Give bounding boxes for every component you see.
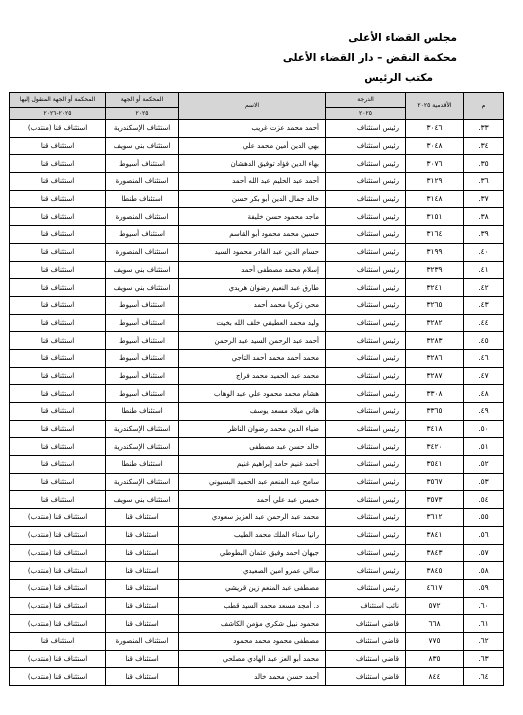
- col-header-seq: م: [464, 93, 504, 120]
- cell-seq: ٤٩.: [464, 403, 504, 421]
- cell-transfer: استئناف قنا: [10, 137, 106, 155]
- table-row: [10, 137, 504, 155]
- table-row: [10, 597, 504, 615]
- cell-transfer: استئناف قنا: [10, 243, 106, 261]
- cell-seniority: ٣٢٨٢: [406, 314, 464, 332]
- cell-seniority: ٣٣٠٨: [406, 385, 464, 403]
- cell-grade: رئيس استئناف: [326, 438, 406, 456]
- cell-seniority: ٣١٢٩: [406, 173, 464, 191]
- cell-name: هاني ميلاد مسعد يوسف: [179, 403, 326, 421]
- cell-seq: ٤٦.: [464, 349, 504, 367]
- cell-seniority: ٣١٩٩: [406, 243, 464, 261]
- cell-court: استئناف بني سويف: [106, 491, 179, 509]
- cell-name: خميس عبد علي أحمد: [179, 491, 326, 509]
- cell-name: جيهان احمد وفيق عثمان البطوطي: [179, 544, 326, 562]
- table-row: [10, 190, 504, 208]
- cell-seniority: ٣٨٤٥: [406, 562, 464, 580]
- cell-grade: رئيس استئناف: [326, 208, 406, 226]
- cell-grade: رئيس استئناف: [326, 261, 406, 279]
- cell-seq: ٥٨.: [464, 562, 504, 580]
- cell-transfer: استئناف قنا (منتدب): [10, 668, 106, 686]
- cell-grade: رئيس استئناف: [326, 456, 406, 474]
- cell-transfer: استئناف قنا (منتدب): [10, 650, 106, 668]
- table-row: [10, 332, 504, 350]
- cell-seq: ٥٥.: [464, 509, 504, 527]
- cell-name: سالي عمرو امين الصعيدي: [179, 562, 326, 580]
- cell-court: استئناف طنطا: [106, 403, 179, 421]
- cell-name: مصطفى محمود محمد محمود: [179, 632, 326, 650]
- cell-court: استئناف المنصورة: [106, 173, 179, 191]
- cell-transfer: استئناف قنا (منتدب): [10, 509, 106, 527]
- cell-seniority: ٣١٦٤: [406, 226, 464, 244]
- cell-court: استئناف قنا: [106, 668, 179, 686]
- cell-grade: رئيس استئناف: [326, 420, 406, 438]
- cell-seq: ٦٢.: [464, 632, 504, 650]
- cell-grade: رئيس استئناف: [326, 491, 406, 509]
- cell-grade: رئيس استئناف: [326, 473, 406, 491]
- col-header-court-year: ٢٠٢٥: [106, 108, 179, 120]
- cell-court: استئناف قنا: [106, 526, 179, 544]
- cell-court: استئناف الإسكندرية: [106, 120, 179, 138]
- cell-transfer: استئناف قنا: [10, 314, 106, 332]
- cell-transfer: استئناف قنا: [10, 296, 106, 314]
- cell-name: أحمد عبد الرحمن السيد عبد الرحمن: [179, 332, 326, 350]
- cell-grade: قاضي استئناف: [326, 615, 406, 633]
- cell-transfer: استئناف قنا: [10, 190, 106, 208]
- cell-seq: ٥٤.: [464, 491, 504, 509]
- cell-name: إسلام محمد مصطفى أحمد: [179, 261, 326, 279]
- cell-transfer: استئناف قنا: [10, 456, 106, 474]
- office-title: مكتب الرئيس: [364, 72, 433, 84]
- cell-seniority: ٣٢٨٧: [406, 367, 464, 385]
- table-row: [10, 261, 504, 279]
- cell-seq: ٥١.: [464, 438, 504, 456]
- cell-name: خالد حسن عبد مصطفى: [179, 438, 326, 456]
- table-row: [10, 509, 504, 527]
- cell-seq: ٤٨.: [464, 385, 504, 403]
- table-row: [10, 420, 504, 438]
- table-row: [10, 668, 504, 686]
- cell-seq: ٥٣.: [464, 473, 504, 491]
- cell-transfer: استئناف قنا: [10, 632, 106, 650]
- cell-seq: ٤٧.: [464, 367, 504, 385]
- cell-seniority: ٣٠٤٨: [406, 137, 464, 155]
- table-row: [10, 438, 504, 456]
- cell-court: استئناف قنا: [106, 579, 179, 597]
- cell-court: استئناف أسيوط: [106, 349, 179, 367]
- cell-name: أحمد حسن محمد خالد: [179, 668, 326, 686]
- cell-court: استئناف أسيوط: [106, 226, 179, 244]
- cell-seq: ٥٧.: [464, 544, 504, 562]
- cell-seniority: ٣٢٦٥: [406, 296, 464, 314]
- cell-seniority: ٣٥٦٧: [406, 473, 464, 491]
- cell-court: استئناف قنا: [106, 509, 179, 527]
- cell-court: استئناف قنا: [106, 597, 179, 615]
- cell-transfer: استئناف قنا (منتدب): [10, 579, 106, 597]
- cell-seniority: ٣٥٧٣: [406, 491, 464, 509]
- cell-seq: ٦٣.: [464, 650, 504, 668]
- cell-grade: رئيس استئناف: [326, 314, 406, 332]
- cell-grade: قاضي استئناف: [326, 632, 406, 650]
- cell-grade: قاضي استئناف: [326, 668, 406, 686]
- cell-seniority: ٣٨٤١: [406, 526, 464, 544]
- cell-name: د. أمجد مسعد محمد السيد قطب: [179, 597, 326, 615]
- table-row: [10, 615, 504, 633]
- cell-court: استئناف قنا: [106, 650, 179, 668]
- table-row: [10, 367, 504, 385]
- cell-grade: رئيس استئناف: [326, 243, 406, 261]
- cell-seniority: ٨٣٥: [406, 650, 464, 668]
- cell-grade: رئيس استئناف: [326, 562, 406, 580]
- cell-name: رانيا سناء الملك محمد الطيب: [179, 526, 326, 544]
- cell-grade: رئيس استئناف: [326, 579, 406, 597]
- cell-court: استئناف أسيوط: [106, 155, 179, 173]
- cell-seniority: ٥٧٢: [406, 597, 464, 615]
- cell-seniority: ٧٧٥: [406, 632, 464, 650]
- cell-seq: ٥٩.: [464, 579, 504, 597]
- cell-name: أحمد محمد عزت غريب: [179, 120, 326, 138]
- cell-grade: رئيس استئناف: [326, 332, 406, 350]
- cell-grade: قاضي استئناف: [326, 650, 406, 668]
- cell-name: مصطفى عبد المنعم زين قريشي: [179, 579, 326, 597]
- cell-seq: ٤٤.: [464, 314, 504, 332]
- cell-grade: رئيس استئناف: [326, 526, 406, 544]
- cell-grade: رئيس استئناف: [326, 173, 406, 191]
- cell-court: استئناف بني سويف: [106, 137, 179, 155]
- cell-court: استئناف أسيوط: [106, 367, 179, 385]
- cell-seq: ٣٥.: [464, 155, 504, 173]
- cell-court: استئناف طنطا: [106, 190, 179, 208]
- cell-name: هشام محمد محمود علي عبد الوهاب: [179, 385, 326, 403]
- cell-seniority: ٣٤٢٠: [406, 438, 464, 456]
- cell-grade: رئيس استئناف: [326, 509, 406, 527]
- cell-seq: ٤١.: [464, 261, 504, 279]
- table-row: [10, 314, 504, 332]
- cell-court: استئناف قنا: [106, 562, 179, 580]
- table-row: [10, 349, 504, 367]
- cell-transfer: استئناف قنا: [10, 367, 106, 385]
- cell-grade: رئيس استئناف: [326, 385, 406, 403]
- cell-transfer: استئناف قنا: [10, 420, 106, 438]
- cell-grade: رئيس استئناف: [326, 349, 406, 367]
- cell-transfer: استئناف قنا: [10, 173, 106, 191]
- cell-transfer: استئناف قنا: [10, 155, 106, 173]
- cell-seq: ٣٤.: [464, 137, 504, 155]
- cell-transfer: استئناف قنا: [10, 226, 106, 244]
- cell-transfer: استئناف قنا (منتدب): [10, 562, 106, 580]
- cell-name: ضياء الدين محمد رضوان الناظر: [179, 420, 326, 438]
- table-row: [10, 650, 504, 668]
- cell-name: ماجد محمود حسن خليفة: [179, 208, 326, 226]
- cell-court: استئناف طنطا: [106, 456, 179, 474]
- cell-court: استئناف أسيوط: [106, 332, 179, 350]
- cell-transfer: استئناف قنا: [10, 208, 106, 226]
- col-header-court: المحكمة أو الجهة: [106, 93, 179, 108]
- cell-grade: رئيس استئناف: [326, 367, 406, 385]
- cell-court: استئناف المنصورة: [106, 243, 179, 261]
- cell-seniority: ٣٠٤٦: [406, 120, 464, 138]
- cell-grade: رئيس استئناف: [326, 296, 406, 314]
- table-row: [10, 562, 504, 580]
- cell-name: محمد عبد الحميد محمد فراج: [179, 367, 326, 385]
- cell-transfer: استئناف قنا: [10, 349, 106, 367]
- cell-seniority: ٣٥٤١: [406, 456, 464, 474]
- cell-grade: رئيس استئناف: [326, 155, 406, 173]
- table-row: [10, 579, 504, 597]
- cell-name: محمود نبيل شكري مؤمن الكاشف: [179, 615, 326, 633]
- table-row: [10, 473, 504, 491]
- cell-seniority: ٣١٥١: [406, 208, 464, 226]
- cell-transfer: استئناف قنا: [10, 332, 106, 350]
- cell-name: بهاء الدين فؤاد توفيق الدهشان: [179, 155, 326, 173]
- document-header: [283, 28, 457, 88]
- cell-seniority: ٣٢٣٩: [406, 261, 464, 279]
- table-body: [10, 120, 504, 686]
- cell-grade: رئيس استئناف: [326, 190, 406, 208]
- cell-name: سامح عبد المنعم عبد الحميد البسيوني: [179, 473, 326, 491]
- cell-name: بهي الدين أمين محمد علي: [179, 137, 326, 155]
- table-row: [10, 120, 504, 138]
- cell-name: حسين محمد محمود أبو القاسم: [179, 226, 326, 244]
- cell-grade: رئيس استئناف: [326, 120, 406, 138]
- cell-name: وليد محمد العطيفي خلف الله بخيت: [179, 314, 326, 332]
- cell-transfer: استئناف قنا: [10, 438, 106, 456]
- table-row: [10, 155, 504, 173]
- council-title: مجلس القضاء الأعلى: [348, 32, 457, 44]
- cell-seq: ٦١.: [464, 615, 504, 633]
- cell-seq: ٤٠.: [464, 243, 504, 261]
- cell-grade: رئيس استئناف: [326, 137, 406, 155]
- cell-court: استئناف الإسكندرية: [106, 438, 179, 456]
- transfers-table: [9, 92, 504, 686]
- cell-seq: ٤٣.: [464, 296, 504, 314]
- cell-court: استئناف بني سويف: [106, 261, 179, 279]
- cell-seniority: ٣٤١٨: [406, 420, 464, 438]
- cell-court: استئناف قنا: [106, 544, 179, 562]
- cell-transfer: استئناف قنا: [10, 403, 106, 421]
- cell-transfer: استئناف قنا: [10, 491, 106, 509]
- col-header-grade: الدرجة: [326, 93, 406, 108]
- cell-seniority: ٣٨٤٣: [406, 544, 464, 562]
- cell-name: حسام الدين عبد القادر محمود السيد: [179, 243, 326, 261]
- cell-seniority: ٣٠٧٦: [406, 155, 464, 173]
- table-row: [10, 491, 504, 509]
- court-title: محكمة النقض – دار القضاء الأعلى: [282, 52, 457, 64]
- cell-court: استئناف أسيوط: [106, 314, 179, 332]
- cell-seq: ٤٢.: [464, 279, 504, 297]
- table-row: [10, 296, 504, 314]
- cell-seq: ٥٢.: [464, 456, 504, 474]
- cell-name: أحمد عبد الحليم عبد الله أحمد: [179, 173, 326, 191]
- cell-court: استئناف أسيوط: [106, 296, 179, 314]
- table-row: [10, 456, 504, 474]
- cell-seniority: ٣٢٨٣: [406, 332, 464, 350]
- cell-name: محمد عبد الرحمن عبد العزيز سعودي: [179, 509, 326, 527]
- cell-transfer: استئناف قنا: [10, 279, 106, 297]
- table-row: [10, 403, 504, 421]
- cell-name: محمد أبو العز عبد الهادي مصلحي: [179, 650, 326, 668]
- cell-transfer: استئناف قنا: [10, 473, 106, 491]
- cell-court: استئناف قنا: [106, 615, 179, 633]
- cell-court: استئناف الإسكندرية: [106, 420, 179, 438]
- table-row: [10, 226, 504, 244]
- cell-seniority: ٣٢٨٦: [406, 349, 464, 367]
- cell-transfer: استئناف قنا (منتدب): [10, 544, 106, 562]
- table-row: [10, 208, 504, 226]
- col-header-seniority: الأقدمية ٢٠٢٥: [406, 93, 464, 120]
- table-row: [10, 526, 504, 544]
- cell-transfer: استئناف قنا (منتدب): [10, 615, 106, 633]
- cell-seq: ٣٦.: [464, 173, 504, 191]
- cell-seq: ٥٦.: [464, 526, 504, 544]
- cell-court: استئناف أسيوط: [106, 385, 179, 403]
- cell-transfer: استئناف قنا (منتدب): [10, 526, 106, 544]
- cell-seniority: ٣٦١٢: [406, 509, 464, 527]
- cell-name: محمد أحمد محمد أحمد التاجي: [179, 349, 326, 367]
- cell-seniority: ٤٦١٧: [406, 579, 464, 597]
- table-row: [10, 385, 504, 403]
- cell-seq: ٣٧.: [464, 190, 504, 208]
- cell-grade: نائب استئناف: [326, 597, 406, 615]
- table-row: [10, 279, 504, 297]
- cell-seq: ٦٤.: [464, 668, 504, 686]
- cell-seniority: ٨٤٤: [406, 668, 464, 686]
- col-header-grade-year: ٢٠٢٥: [326, 108, 406, 120]
- table-row: [10, 632, 504, 650]
- cell-seq: ٣٩.: [464, 226, 504, 244]
- cell-seq: ٤٥.: [464, 332, 504, 350]
- cell-grade: رئيس استئناف: [326, 226, 406, 244]
- cell-seq: ٦٠.: [464, 597, 504, 615]
- cell-court: استئناف المنصورة: [106, 208, 179, 226]
- cell-transfer: استئناف قنا: [10, 385, 106, 403]
- cell-seq: ٣٣.: [464, 120, 504, 138]
- cell-transfer: استئناف قنا: [10, 261, 106, 279]
- cell-name: طارق عبد النعيم رضوان هريدي: [179, 279, 326, 297]
- cell-seq: ٥٠.: [464, 420, 504, 438]
- cell-name: محي زكريا محمد أحمد: [179, 296, 326, 314]
- cell-seq: ٣٨.: [464, 208, 504, 226]
- col-header-transfer: المحكمة أو الجهة المنقول إليها: [10, 93, 106, 108]
- cell-court: استئناف المنصورة: [106, 632, 179, 650]
- table-row: [10, 243, 504, 261]
- cell-name: أحمد غنيم حامد إبراهيم غنيم: [179, 456, 326, 474]
- cell-name: خالد جمال الدين أبو بكر حسن: [179, 190, 326, 208]
- table-row: [10, 544, 504, 562]
- cell-transfer: استئناف قنا (منتدب): [10, 597, 106, 615]
- cell-seniority: ٦٦٨: [406, 615, 464, 633]
- cell-grade: رئيس استئناف: [326, 544, 406, 562]
- cell-grade: رئيس استئناف: [326, 279, 406, 297]
- col-header-name: الاسم: [179, 93, 326, 120]
- cell-seniority: ٣٢٤١: [406, 279, 464, 297]
- cell-seniority: ٣٣٦٥: [406, 403, 464, 421]
- table-row: [10, 173, 504, 191]
- col-header-transfer-year: ٢٠٢٥-٢٠٢٦: [10, 108, 106, 120]
- cell-seniority: ٣١٤٨: [406, 190, 464, 208]
- cell-court: استئناف الإسكندرية: [106, 473, 179, 491]
- cell-court: استئناف بني سويف: [106, 279, 179, 297]
- cell-transfer: استئناف قنا (منتدب): [10, 120, 106, 138]
- cell-grade: رئيس استئناف: [326, 403, 406, 421]
